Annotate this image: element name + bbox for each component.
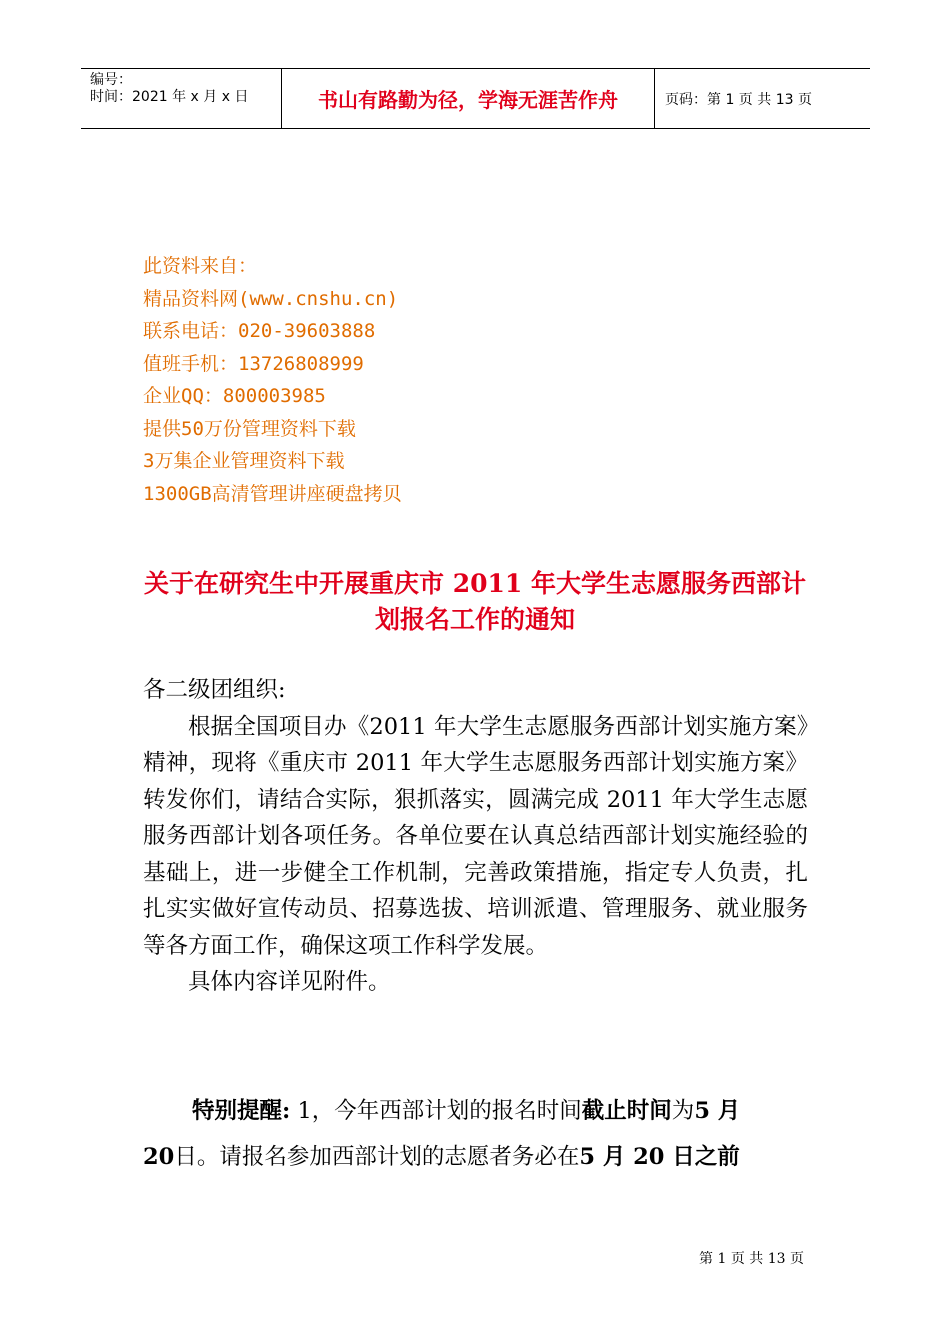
document-body (143, 672, 808, 1001)
number-label: 编号： (90, 72, 132, 88)
reminder-deadline-label: 截止时间 (581, 1098, 672, 1124)
reminder-line-1 (143, 1093, 808, 1130)
special-reminder (143, 1093, 808, 1176)
reminder-text-3: 日。请报名参加西部计划的志愿者务必在 (174, 1144, 580, 1170)
offer-line-2: 3万集企业管理资料下载 (143, 450, 345, 472)
reminder-text-1: 1，今年西部计划的报名时间 (290, 1098, 582, 1124)
time-label: 时间：2021 年 x 月 x 日 (90, 89, 249, 105)
header-page-info: 页码：第 1 页 共 13 页 (665, 91, 812, 108)
reminder-deadline-date: 5 月 20 日之前 (579, 1144, 740, 1170)
reminder-day: 20 (143, 1144, 175, 1170)
offer-line-1: 提供50万份管理资料下载 (143, 417, 356, 440)
qq-line: 企业QQ：800003985 (143, 385, 326, 407)
reminder-line-2 (143, 1139, 808, 1176)
document-header (81, 68, 870, 129)
salutation: 各二级团组织: (143, 677, 286, 703)
source-info-block (143, 250, 402, 510)
document-title (120, 566, 830, 638)
reminder-text-2: 为 (671, 1098, 695, 1124)
mobile-line: 值班手机：13726808999 (143, 352, 364, 375)
body-paragraph-1: 根据全国项目办《2011 年大学生志愿服务西部计划实施方案》精神，现将《重庆市 2011 年大学生志愿服务西部计划实施方案》转发你们，请结合实际，狠抓落实，圆满完成 2011 年大学生志愿服务西部计划各项任务。各单位要在认真总结西部计划实施经验的基础上，进一步健全工作机制，完善政策措施，指定专人负责，扎扎实实做好宣传动员、招募选拔、培训派遣、管理服务、就业服务等各方面工作，确保这项工作科学发展。 (143, 713, 808, 959)
page-footer: 第 1 页 共 13 页 (699, 1251, 804, 1267)
website-line: 精品资料网(www.cnshu.cn) (143, 287, 399, 310)
reminder-month: 5 月 (694, 1098, 741, 1124)
offer-line-3: 1300GB高清管理讲座硬盘拷贝 (143, 482, 402, 505)
title-line-2: 划报名工作的通知 (374, 605, 575, 634)
header-motto: 书山有路勤为径，学海无涯苦作舟 (282, 69, 655, 128)
reminder-label: 特别提醒: (192, 1098, 291, 1124)
title-line-1: 关于在研究生中开展重庆市 2011 年大学生志愿服务西部计 (144, 569, 806, 598)
source-line: 此资料来自： (143, 255, 258, 277)
body-paragraph-2: 具体内容详见附件。 (188, 969, 391, 995)
phone-line: 联系电话：020-39603888 (143, 320, 376, 342)
header-meta (81, 69, 282, 128)
